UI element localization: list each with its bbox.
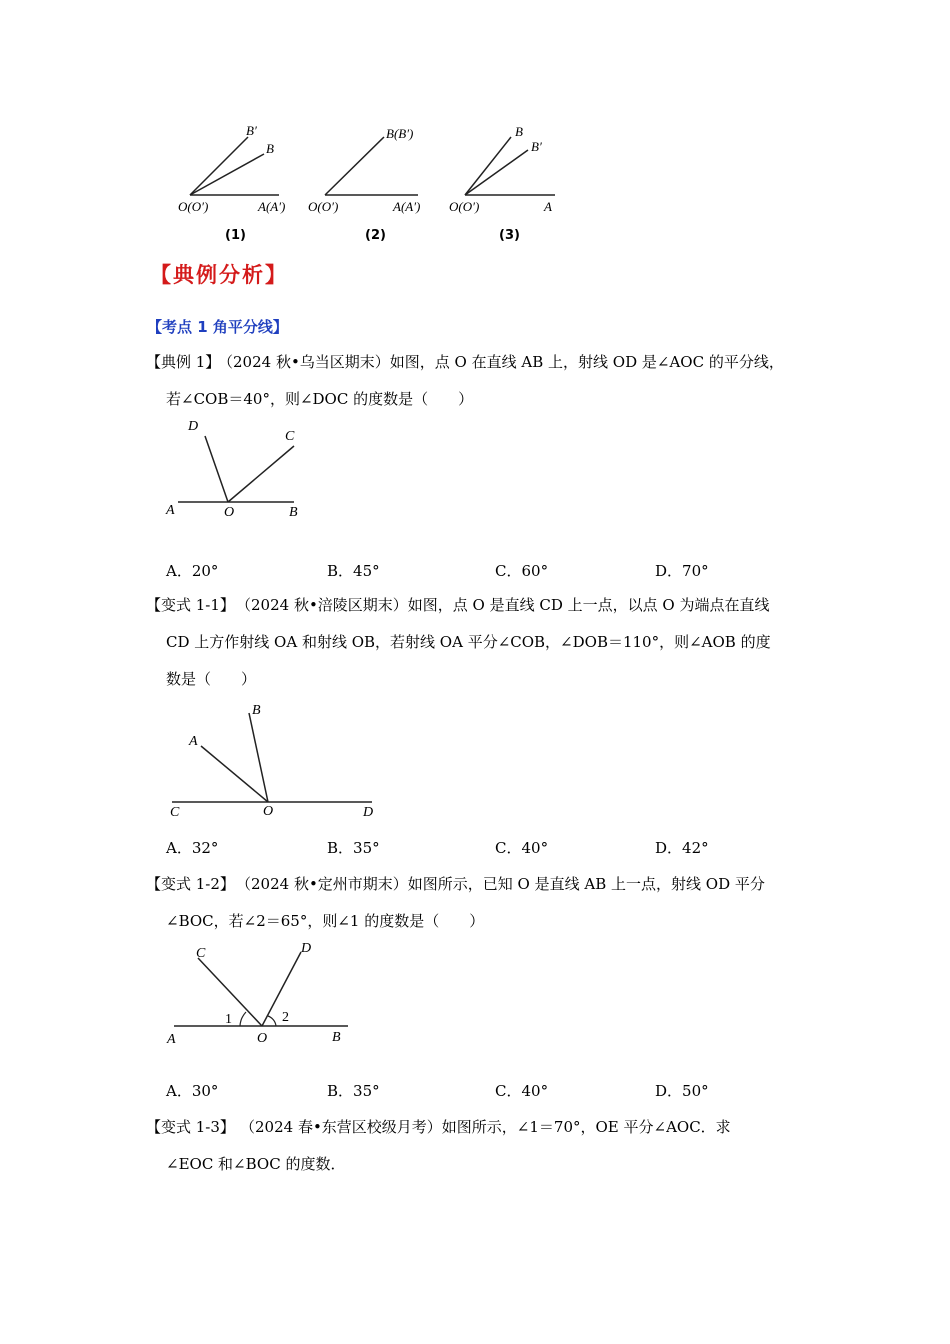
v11-label-c: C [170, 805, 180, 820]
v12-label-d: D [301, 941, 312, 956]
ex1-label-d: D [188, 419, 199, 434]
variant11-line2: CD 上方作射线 OA 和射线 OB，若射线 OA 平分∠COB，∠DOB＝110°，则∠AOB 的度 [166, 633, 771, 651]
fig1-label-a: A(A′) [258, 199, 286, 214]
ex1-label-b: B [289, 505, 298, 520]
v11-option-d[interactable]: D．42° [655, 839, 709, 857]
caption-2: (2) [365, 228, 386, 243]
v11-option-b[interactable]: B．35° [327, 839, 380, 857]
variant13-line2: ∠EOC 和∠BOC 的度数． [166, 1155, 346, 1173]
ex1-option-c[interactable]: C．60° [495, 562, 549, 580]
ex1-option-d[interactable]: D．70° [655, 562, 709, 580]
fig2-label-b: B(B′) [386, 126, 414, 141]
v12-label-a: A [167, 1032, 176, 1047]
ex1-label-c: C [285, 429, 295, 444]
fig3-label-o: O(O′) [449, 199, 480, 214]
fig3-label-a: A [544, 199, 552, 214]
variant12-line1: （2024 秋•定州市期末）如图所示，已知 O 是直线 AB 上一点，射线 OD 平分 [236, 875, 765, 893]
fig1-label-o: O(O′) [178, 199, 209, 214]
v12-option-b[interactable]: B．35° [327, 1082, 380, 1100]
section-heading: 【典例分析】 [150, 262, 288, 287]
variant11-line1: （2024 秋•涪陵区期末）如图，点 O 是直线 CD 上一点，以点 O 为端点在直线 [236, 596, 770, 614]
v12-label-o: O [257, 1031, 268, 1046]
v12-label-b: B [332, 1030, 341, 1045]
v12-label-c: C [196, 946, 206, 961]
ex1-option-a[interactable]: A．20° [166, 562, 219, 580]
ex1-label-a: A [166, 503, 175, 518]
v11-label-d: D [363, 805, 374, 820]
ex1-option-b[interactable]: B．45° [327, 562, 380, 580]
caption-1: (1) [225, 228, 246, 243]
v11-label-o: O [263, 804, 274, 819]
v11-option-a[interactable]: A．32° [166, 839, 219, 857]
v11-option-c[interactable]: C．40° [495, 839, 549, 857]
fig1-label-b-prime: B′ [246, 123, 257, 138]
variant12-tag: 【变式 1-2】 [146, 875, 235, 893]
fig2-label-o: O(O′) [308, 199, 339, 214]
v11-label-a: A [189, 734, 198, 749]
kaodian-title: 【考点 1 角平分线】 [147, 318, 288, 336]
v11-label-b: B [252, 703, 261, 718]
example1-line1: （2024 秋•乌当区期末）如图，点 O 在直线 AB 上，射线 OD 是∠AOC 的平分线， [218, 353, 784, 371]
variant13-tag: 【变式 1-3】 [146, 1118, 235, 1136]
ex1-label-o: O [224, 505, 235, 520]
example1-line2: 若∠COB＝40°，则∠DOC 的度数是（ ） [166, 390, 474, 408]
variant13-line1: （2024 春•东营区校级月考）如图所示，∠1＝70°，OE 平分∠AOC．求 [240, 1118, 731, 1136]
v12-option-a[interactable]: A．30° [166, 1082, 219, 1100]
v12-option-c[interactable]: C．40° [495, 1082, 549, 1100]
fig2-label-a: A(A′) [393, 199, 421, 214]
fig3-label-b: B [515, 124, 523, 139]
example1-tag: 【典例 1】 [146, 353, 221, 371]
fig1-label-b: B [266, 141, 274, 156]
v12-label-angle2: 2 [282, 1010, 289, 1025]
variant12-line2: ∠BOC，若∠2＝65°，则∠1 的度数是（ ） [166, 912, 485, 930]
fig3-label-b-prime: B′ [531, 139, 542, 154]
variant11-tag: 【变式 1-1】 [146, 596, 235, 614]
caption-3: (3) [499, 228, 520, 243]
variant11-line3: 数是（ ） [166, 670, 257, 688]
v12-option-d[interactable]: D．50° [655, 1082, 709, 1100]
v12-label-angle1: 1 [225, 1012, 232, 1027]
